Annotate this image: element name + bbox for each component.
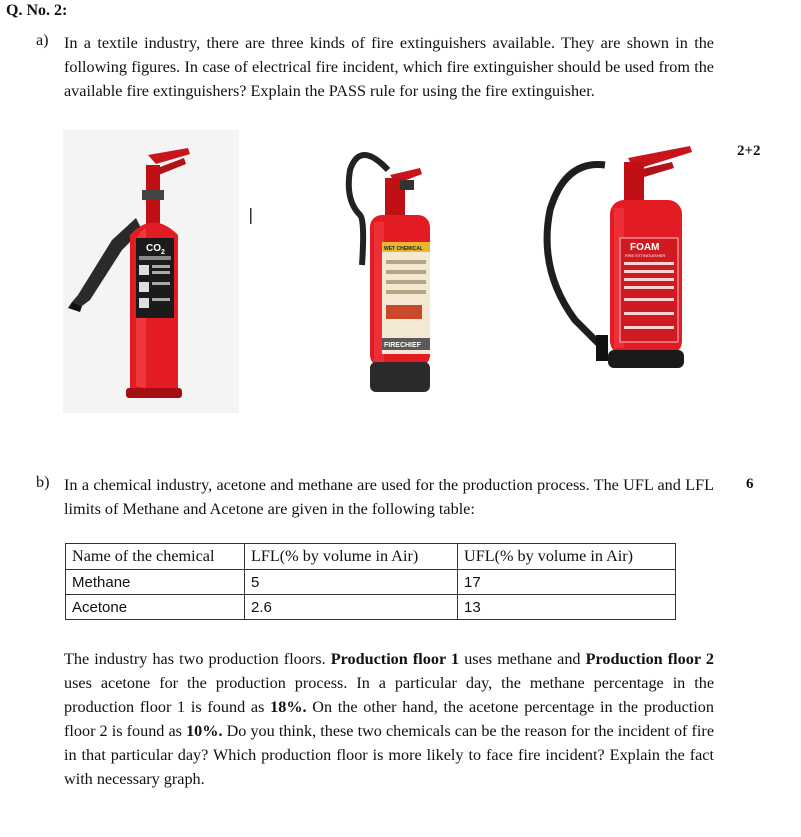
paragraph-text: Do you think, these two chemicals can be the reason for the incident of fire in that particular day? Which production floor is more likely to face fire incident? Explain the fact with necessary graph. — [64, 722, 714, 788]
table-cell: Acetone — [66, 595, 245, 620]
paragraph-text: uses acetone for the production process. In a particular day, the methane percentage in the production floor 1 is found as — [64, 674, 714, 716]
part-b-text: In a chemical industry, acetone and methane are used for the production process. The UFL and LFL limits of Methane and Acetone are given in the following table: — [64, 476, 714, 518]
paragraph-bold-floor2: Production floor 2 — [585, 650, 714, 668]
paragraph-bold-methane-pct: 18%. — [270, 698, 307, 716]
foam-sub-text: FIRE EXTINGUISHER — [625, 253, 666, 258]
table-cell: 5 — [245, 570, 458, 595]
part-b-paragraph — [64, 647, 714, 791]
table-cell: 13 — [458, 595, 676, 620]
extinguisher-figure — [60, 130, 710, 420]
paragraph-text: uses methane and — [459, 650, 586, 668]
table-cell: 2.6 — [245, 595, 458, 620]
wet-chemical-label-text: WET CHEMICAL — [384, 246, 423, 252]
paragraph-bold-floor1: Production floor 1 — [330, 650, 460, 668]
question-number: Q. No. 2: — [6, 2, 68, 19]
wet-chemical-extinguisher — [349, 155, 430, 392]
part-b-marks: 6 — [746, 476, 754, 492]
table-cell: Methane — [66, 570, 245, 595]
paragraph-bold-acetone-pct: 10%. — [186, 722, 223, 740]
table-row — [66, 570, 676, 595]
flammability-table — [65, 543, 676, 620]
table-header-row — [66, 544, 676, 570]
foam-label-text: FOAM — [630, 242, 660, 253]
paragraph-text: On the other hand, the acetone percentage in the production floor 2 is found as — [64, 698, 714, 740]
firechief-brand-text: FIRECHIEF — [384, 342, 421, 349]
table-header-cell: LFL(% by volume in Air) — [245, 544, 458, 570]
part-b-label: b) — [36, 473, 50, 491]
co2-extinguisher — [63, 130, 239, 413]
table-row — [66, 595, 676, 620]
foam-extinguisher — [547, 146, 692, 368]
table-cell: 17 — [458, 570, 676, 595]
table-header-cell: Name of the chemical — [66, 544, 245, 570]
co2-label-text: $CO_2$ — [146, 243, 165, 256]
part-a-label: a) — [36, 31, 49, 49]
part-a-marks: 2+2 — [737, 143, 761, 159]
table-header-cell: UFL(% by volume in Air) — [458, 544, 676, 570]
paragraph-text: The industry has two production floors. — [64, 650, 331, 668]
part-a-text: In a textile industry, there are three kinds of fire extinguishers available. They are shown in the following figures. In case of electrical fire incident, which fire extinguisher should be used from the available fire extinguishers? Explain the PASS rule for using the fire extinguisher. — [64, 34, 714, 100]
